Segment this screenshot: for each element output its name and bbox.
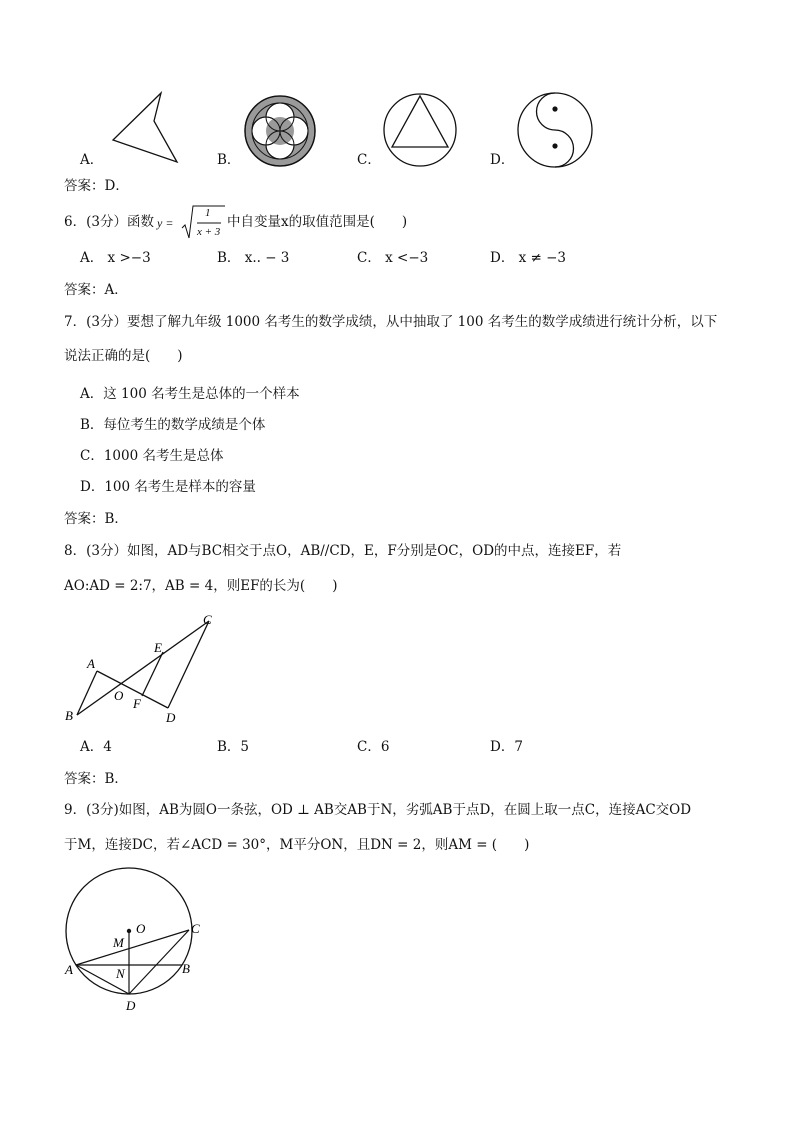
q6-func-lhs: y = (157, 216, 174, 230)
q6-option-c: C． x <−3 (357, 250, 429, 266)
q9-label-a: A (65, 962, 73, 977)
q9-label-c: C (191, 921, 200, 936)
q5-answer: 答案：D． (64, 178, 129, 194)
q7-stem-line1: 7．(3分）要想了解九年级 1000 名考生的数学成绩，从中抽取了 100 名考生的数学成绩进行统计分析，以下 (64, 314, 718, 330)
q9-label-n: N (116, 966, 125, 981)
q8-option-a: A．4 (80, 739, 112, 755)
q8-answer: 答案：B． (64, 771, 128, 787)
q6-answer: 答案：A． (64, 282, 128, 298)
q9-label-o: O (136, 921, 146, 936)
q7-option-b: B．每位考生的数学成绩是个体 (80, 417, 266, 433)
q8-label-a: A (87, 656, 95, 671)
q7-stem-line2: 说法正确的是( ) (64, 348, 183, 364)
q6-option-a: A． x >−3 (80, 250, 151, 266)
q9-label-m: M (113, 935, 124, 950)
q6-option-b: B． x.. − 3 (217, 250, 290, 266)
q8-figure (60, 612, 220, 727)
q6-stem-suffix: 中自变量x的取值范围是( ) (227, 214, 408, 230)
q8-label-f: F (133, 696, 141, 711)
q5-figure-a (105, 90, 185, 168)
q6-option-d: D． x ≠ −3 (490, 250, 567, 266)
q9-stem-line1: 9．(3分)如图，AB为圆O一条弦，OD ⊥ AB交AB于N，劣弧AB于点D，在圆上取一点C，连接AC交OD (64, 802, 692, 818)
q7-option-d: D．100 名考生是样本的容量 (80, 479, 256, 495)
q9-label-d: D (126, 998, 136, 1013)
q5-figure-b (243, 94, 317, 168)
q8-label-e: E (154, 640, 162, 655)
q8-option-d: D．7 (490, 739, 523, 755)
q6-stem-prefix: 6．(3分）函数 (64, 214, 154, 230)
q7-option-c: C．1000 名考生是总体 (80, 448, 224, 464)
q5-option-d-label: D． (490, 152, 515, 168)
q8-stem-line2: AO:AD = 2:7，AB = 4，则EF的长为( ) (64, 578, 338, 594)
q5-option-a-label: A． (80, 152, 104, 168)
q9-stem-line2: 于M，连接DC，若∠ACD = 30°，M平分ON，且DN = 2，则AM = ( ) (64, 837, 530, 853)
q8-label-c: C (203, 612, 212, 627)
q9-label-b: B (182, 961, 190, 976)
q7-option-a: A．这 100 名考生是总体的一个样本 (80, 386, 300, 402)
q5-figure-d (516, 92, 594, 168)
q6-radicand-numerator: 1 (205, 207, 211, 219)
q7-answer: 答案：B． (64, 511, 128, 527)
q8-label-b: B (65, 708, 73, 723)
q9-figure (58, 868, 218, 1018)
q5-option-c-label: C． (357, 152, 381, 168)
q8-label-d: D (166, 710, 176, 725)
q8-option-c: C．6 (357, 739, 390, 755)
q6-radicand-denominator: x + 3 (197, 226, 221, 238)
q5-figure-c (382, 92, 458, 168)
q5-option-b-label: B． (217, 152, 241, 168)
q8-stem-line1: 8．(3分）如图，AD与BC相交于点O，AB//CD，E，F分别是OC，OD的中点，连接EF，若 (64, 543, 622, 559)
q8-option-b: B．5 (217, 739, 250, 755)
q8-label-o: O (114, 688, 124, 703)
